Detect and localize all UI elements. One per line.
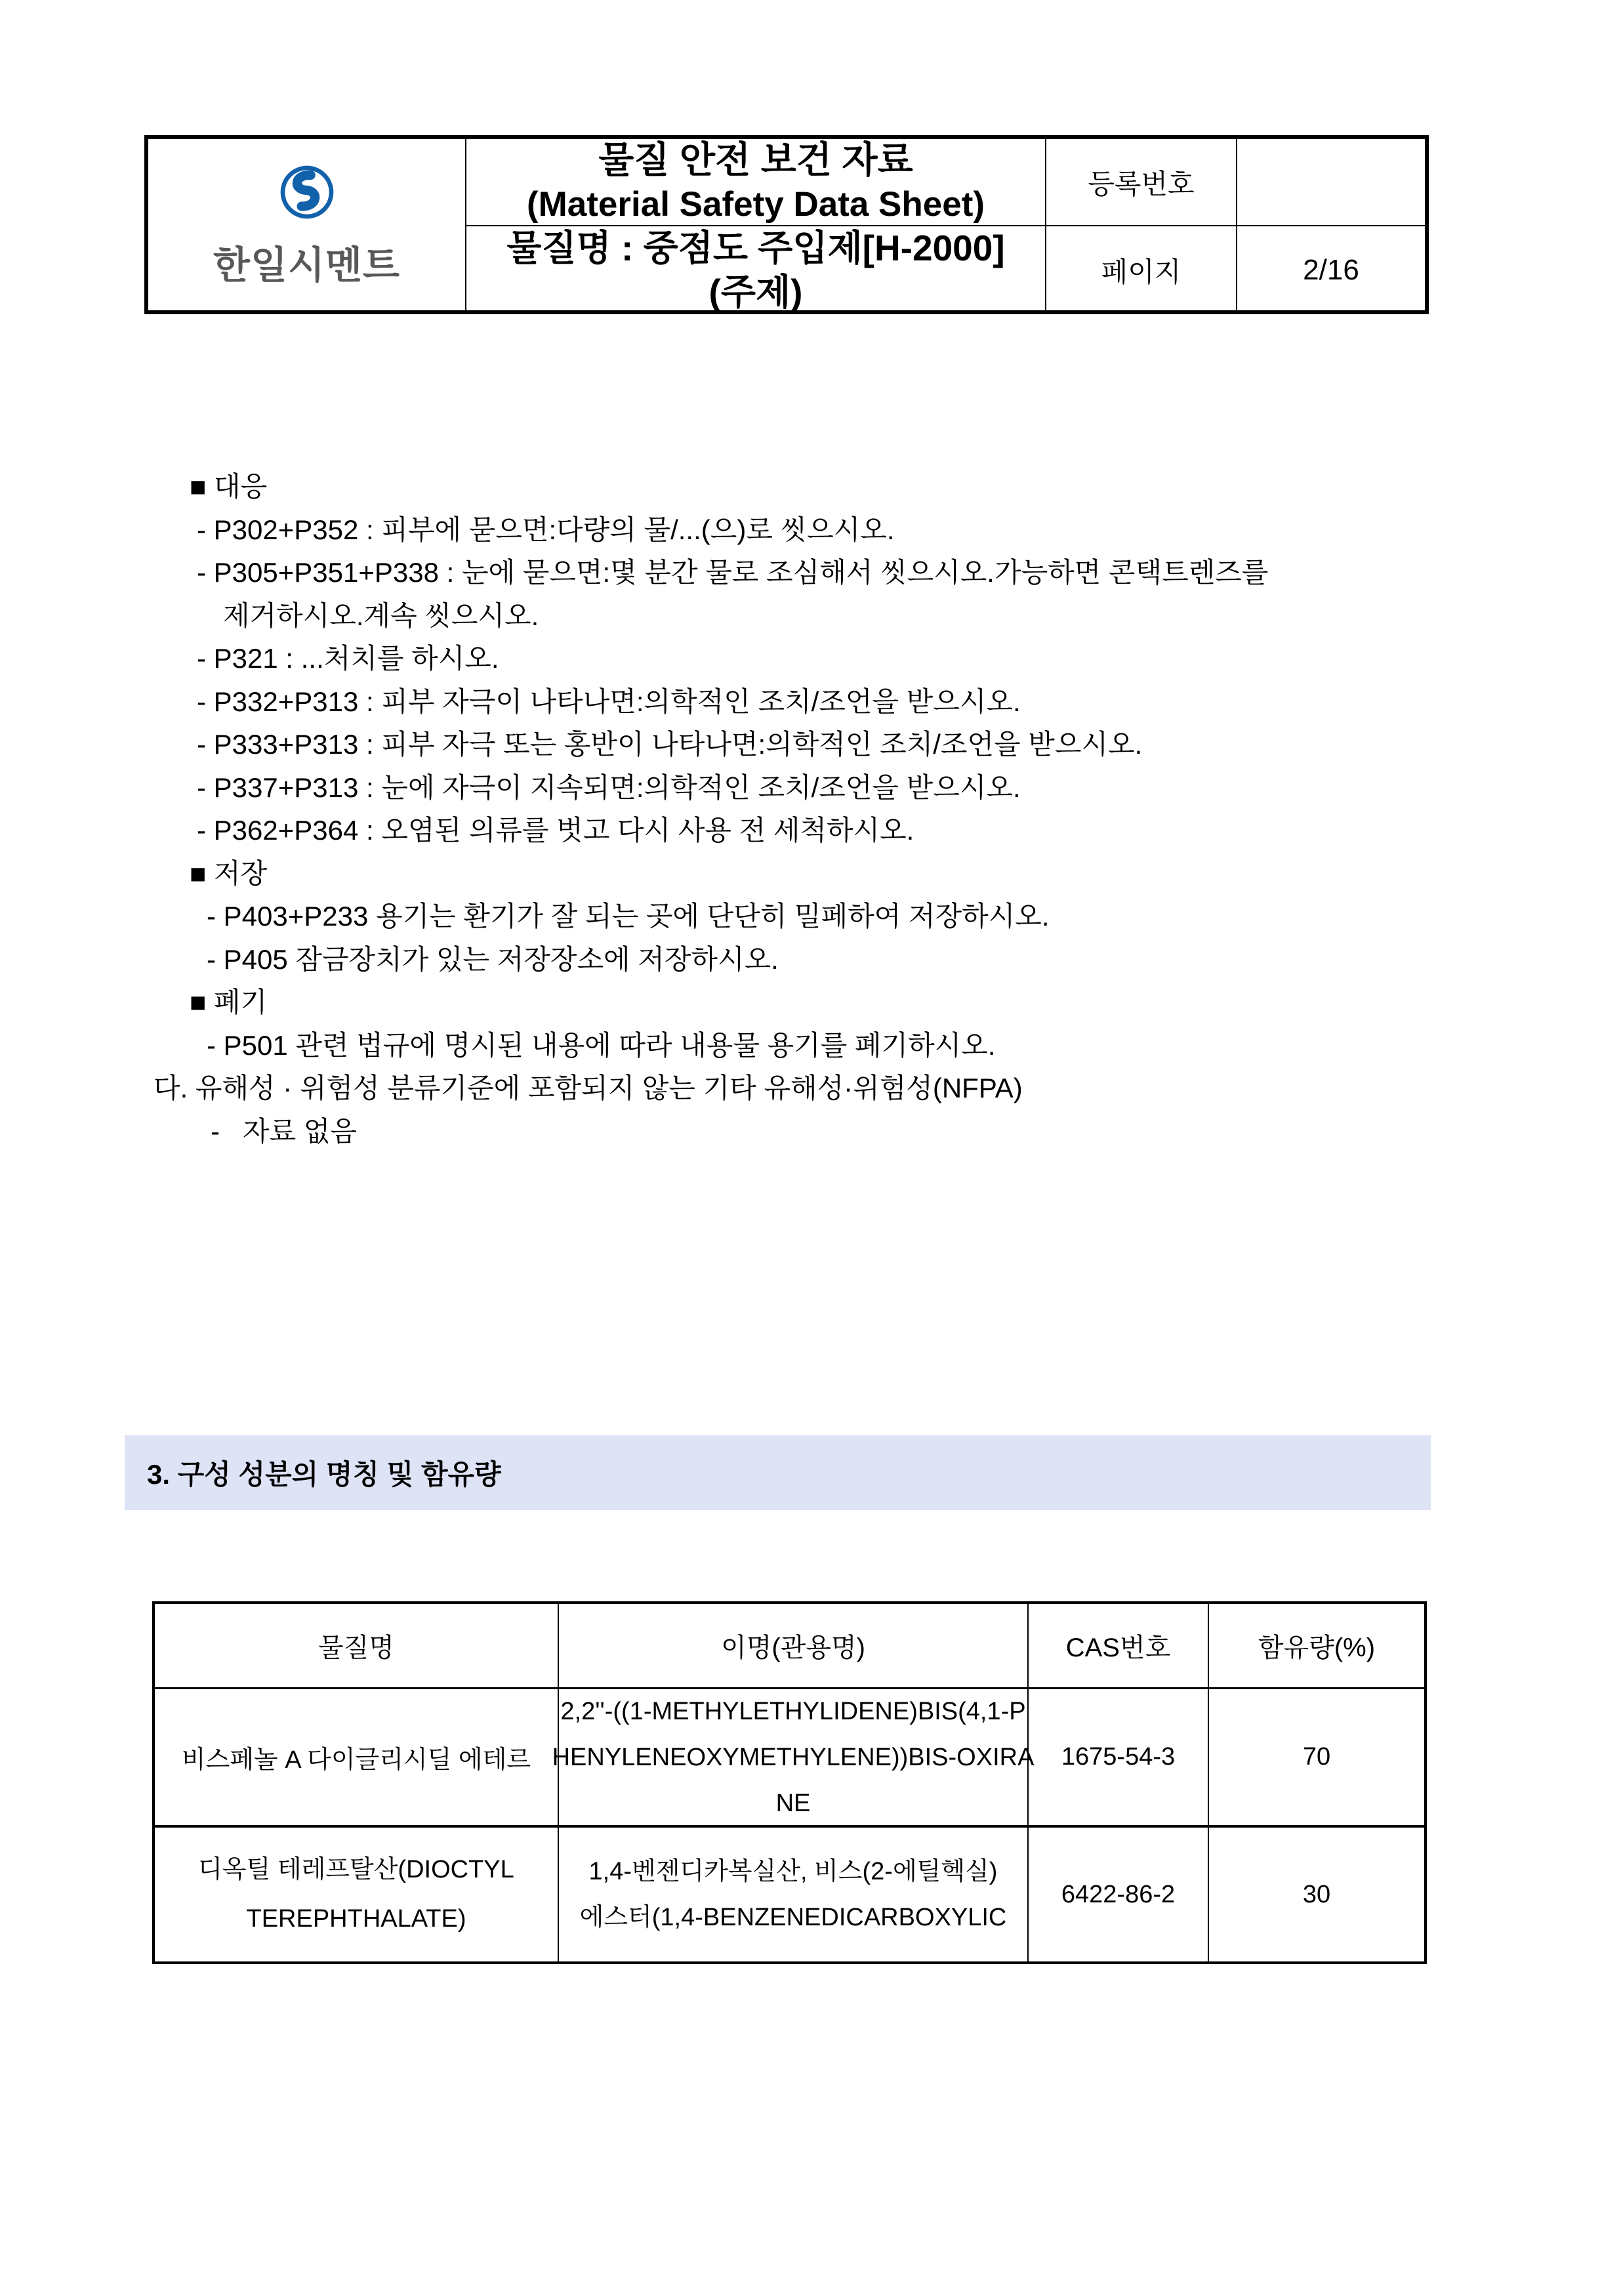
product-name-cell — [466, 226, 1046, 314]
bullet-response: ■ 대응 — [190, 471, 268, 502]
doc-title-cell — [466, 139, 1046, 226]
table-row1-cas: 1675-54-3 — [1029, 1689, 1209, 1828]
product-name-line: 물질명 : 중점도 주입제[H-2000] — [506, 228, 1005, 268]
col-header-alias: 이명(관용명) — [559, 1604, 1029, 1689]
page-value-cell — [1237, 226, 1425, 314]
table-row2-alias: 1,4-벤젠디카복실산, 비스(2-에틸헥실) 에스터(1,4-BENZENEDICARBOXYLIC — [559, 1828, 1029, 1961]
registration-number-label-cell — [1046, 139, 1237, 226]
statement-p333: - P333+P313 : 피부 자극 또는 홍반이 나타나면:의학적인 조치/조언을 받으시오. — [197, 729, 1143, 760]
table-row1-content: 70 — [1209, 1689, 1424, 1828]
col-header-content: 함유량(%) — [1209, 1604, 1424, 1689]
composition-table — [152, 1601, 1427, 1964]
page-label: 페이지 — [1101, 256, 1181, 287]
header-table — [144, 135, 1429, 314]
statement-p302: - P302+P352 : 피부에 묻으면:다량의 물/...(으)로 씻으시오. — [197, 514, 895, 545]
statement-p403: - P403+P233 용기는 환기가 잘 되는 곳에 단단히 밀페하여 저장하시오. — [207, 901, 1050, 932]
registration-number-value-cell — [1237, 139, 1425, 226]
table-row1-substance: 비스페놀 A 다이글리시딜 에테르 — [155, 1689, 559, 1828]
statement-p321: - P321 : ...처치를 하시오. — [197, 643, 499, 674]
no-data-line: - 자료 없음 — [211, 1115, 357, 1147]
doc-title-english: (Material Safety Data Sheet) — [526, 184, 985, 224]
statement-p405: - P405 잠금장치가 있는 저장장소에 저장하시오. — [207, 943, 779, 975]
statement-p305: - P305+P351+P338 : 눈에 묻으면:몇 분간 물로 조심해서 씻으시오.가능하면 콘택트렌즈를 — [197, 557, 1269, 588]
bullet-disposal: ■ 폐기 — [190, 987, 268, 1017]
section3-title: 3. 구성 성분의 명칭 및 함유량 — [147, 1459, 501, 1490]
col-header-substance: 물질명 — [155, 1604, 559, 1689]
table-row1-alias: 2,2''-((1-METHYLETHYLIDENE)BIS(4,1-P HENYLENEOXYMETHYLENE))BIS-OXIRA NE — [559, 1689, 1029, 1828]
table-row2-cas: 6422-86-2 — [1029, 1828, 1209, 1961]
statement-p305-cont: 제거하시오.계속 씻으시오. — [223, 600, 539, 631]
doc-title-korean: 물질 안전 보건 자료 — [598, 138, 913, 180]
table-row2-content: 30 — [1302, 1880, 1331, 1908]
table-row2-substance: 디옥틸 테레프탈산(DIOCTYL TEREPHTHALATE) — [155, 1828, 559, 1961]
company-logo — [148, 139, 466, 314]
page-number: 2/16 — [1303, 254, 1359, 286]
statement-p362: - P362+P364 : 오염된 의류를 벗고 다시 사용 전 세척하시오. — [197, 815, 914, 846]
hanil-s-logo-icon — [279, 165, 335, 220]
col-header-cas: CAS번호 — [1029, 1604, 1209, 1689]
statement-p332: - P332+P313 : 피부 자극이 나타나면:의학적인 조치/조언을 받으시오. — [197, 686, 1021, 717]
product-subtitle-line: (주제) — [708, 272, 803, 312]
statement-p337: - P337+P313 : 눈에 자극이 지속되면:의학적인 조치/조언을 받으시오. — [197, 771, 1021, 803]
company-name: 한일시멘트 — [213, 243, 401, 287]
other-hazards-heading: 다. 유해성 · 위험성 분류기준에 포함되지 않는 기타 유해성·위험성(NFPA) — [154, 1073, 1023, 1103]
section3-banner — [125, 1435, 1431, 1510]
registration-number-label: 등록번호 — [1088, 168, 1195, 199]
bullet-storage: ■ 저장 — [190, 857, 268, 889]
page-label-cell — [1046, 226, 1237, 314]
statement-p501: - P501 관련 법규에 명시된 내용에 따라 내용물 용기를 폐기하시오. — [207, 1029, 996, 1061]
precaution-text-block — [0, 465, 1621, 1153]
